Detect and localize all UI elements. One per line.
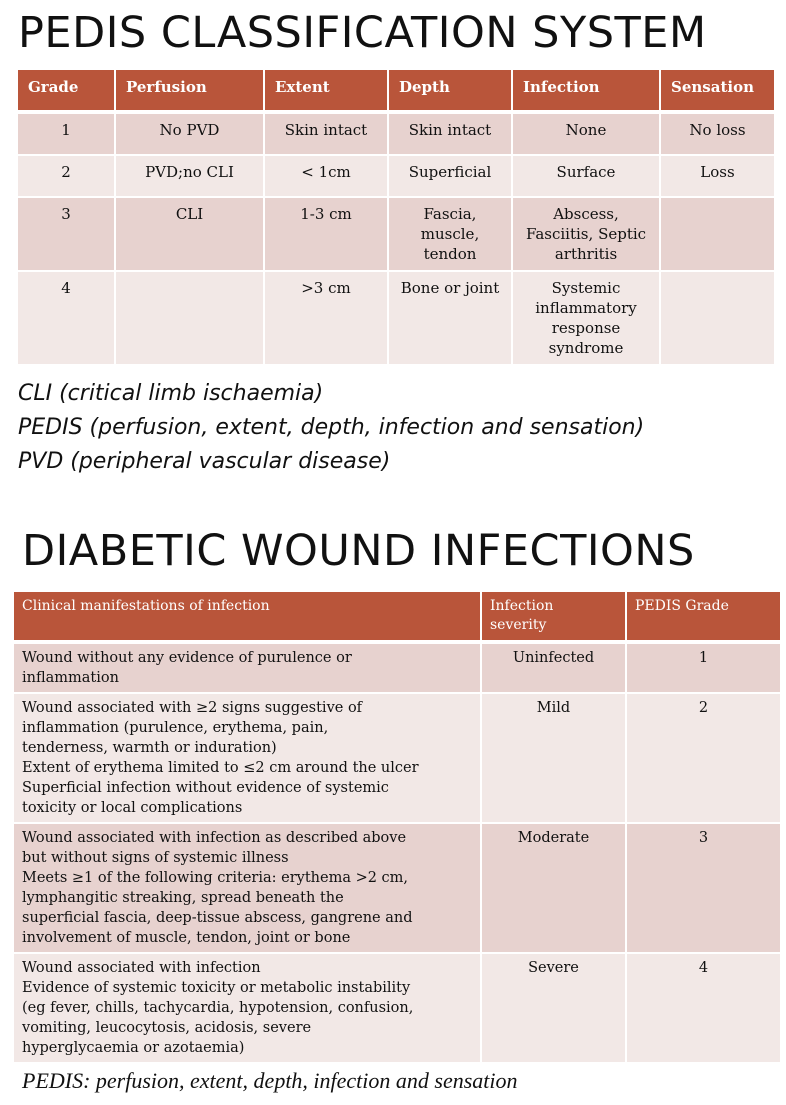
cell-line: Superficial infection without evidence of systemic <box>22 780 389 796</box>
cell-extent: Skin intact <box>265 114 389 156</box>
cell-line: vomiting, leucocytosis, acidosis, severe <box>22 1020 312 1036</box>
header-perfusion: Perfusion <box>116 70 265 114</box>
cell-line: lymphangitic streaking, spread beneath the <box>22 890 344 906</box>
table-row <box>14 644 780 694</box>
header-manifestations: Clinical manifestations of infection <box>14 592 482 644</box>
header-depth: Depth <box>389 70 513 114</box>
header-pedis-grade: PEDIS Grade <box>627 592 780 644</box>
cell-line: muscle, <box>420 225 480 243</box>
wound-infection-table <box>14 592 780 1064</box>
cell-line: joint <box>465 279 500 297</box>
cell-infection: Surface <box>513 156 661 198</box>
cell-line: response <box>551 319 621 337</box>
header-infection: Infection <box>513 70 661 114</box>
cell-sensation: No loss <box>661 114 774 156</box>
cell-grade: 2 <box>18 156 116 198</box>
cell-line: but without signs of systemic illness <box>22 850 289 866</box>
cell-manifestations <box>14 644 482 694</box>
cell-line: toxicity or local complications <box>22 800 243 816</box>
header-severity <box>482 592 627 644</box>
cell-extent: 1-3 cm <box>265 198 389 272</box>
cell-line: Wound associated with ≥2 signs suggestive of <box>22 700 363 716</box>
table-header-row <box>14 592 780 644</box>
header-sensation: Sensation <box>661 70 774 114</box>
header-line: Infection <box>490 598 554 614</box>
cell-sensation <box>661 198 774 272</box>
cell-line: Septic arthritis <box>554 225 647 263</box>
cell-depth: Skin intact <box>389 114 513 156</box>
cell-line: inflammation <box>22 670 119 686</box>
cell-line: inflammation (purulence, erythema, pain, <box>22 720 329 736</box>
cell-line: Bone or <box>400 279 461 297</box>
cell-line: Wound associated with infection <box>22 960 261 976</box>
abbreviation-legend <box>18 377 778 479</box>
cell-infection: None <box>513 114 661 156</box>
cell-extent: >3 cm <box>265 272 389 366</box>
cell-severity: Moderate <box>482 824 627 954</box>
cell-line: Wound associated with infection as described above <box>22 830 407 846</box>
diabetic-wound-infections-title: DIABETIC WOUND INFECTIONS <box>22 526 695 576</box>
cell-depth <box>389 198 513 272</box>
cell-manifestations <box>14 824 482 954</box>
cell-line: Evidence of systemic toxicity or metabolic instability <box>22 980 411 996</box>
table-row <box>18 272 774 366</box>
header-extent: Extent <box>265 70 389 114</box>
cell-line: Fascia, <box>423 205 477 223</box>
cell-grade: 4 <box>18 272 116 366</box>
cell-infection <box>513 198 661 272</box>
cell-line: superficial fascia, deep-tissue abscess, gangrene and <box>22 910 413 926</box>
cell-line: Meets ≥1 of the following criteria: erythema >2 cm, <box>22 870 409 886</box>
cell-line: (eg fever, chills, tachycardia, hypotension, confusion, <box>22 1000 414 1016</box>
cell-line: Systemic <box>551 279 621 297</box>
cell-grade: 3 <box>18 198 116 272</box>
cell-depth <box>389 272 513 366</box>
footer-note: PEDIS: perfusion, extent, depth, infection and sensation <box>22 1068 518 1093</box>
cell-manifestations <box>14 954 482 1064</box>
cell-line: hyperglycaemia or azotaemia) <box>22 1040 245 1056</box>
header-line: severity <box>490 617 547 633</box>
table-row <box>14 694 780 824</box>
cell-line: Extent of erythema limited to ≤2 cm around the ulcer <box>22 760 419 776</box>
table-row <box>18 114 774 156</box>
cell-line: tenderness, warmth or induration) <box>22 740 277 756</box>
cell-manifestations <box>14 694 482 824</box>
cell-line: Fasciitis, <box>525 225 594 243</box>
cell-perfusion: No PVD <box>116 114 265 156</box>
cell-grade: 1 <box>627 644 780 694</box>
legend-line: PVD (peripheral vascular disease) <box>18 449 391 474</box>
cell-line: Abscess, <box>553 205 619 223</box>
cell-grade: 1 <box>18 114 116 156</box>
table-row <box>18 156 774 198</box>
cell-severity: Severe <box>482 954 627 1064</box>
table-row <box>14 824 780 954</box>
pedis-classification-table <box>18 70 774 366</box>
cell-line: Wound without any evidence of purulence or <box>22 650 352 666</box>
cell-severity: Mild <box>482 694 627 824</box>
cell-line: inflammatory <box>535 299 637 317</box>
table-row <box>14 954 780 1064</box>
cell-line: involvement of muscle, tendon, joint or bone <box>22 930 351 946</box>
table-header-row <box>18 70 774 114</box>
legend-line: CLI (critical limb ischaemia) <box>18 381 324 406</box>
cell-perfusion: PVD;no CLI <box>116 156 265 198</box>
cell-grade: 3 <box>627 824 780 954</box>
cell-infection <box>513 272 661 366</box>
cell-grade: 4 <box>627 954 780 1064</box>
cell-depth: Superficial <box>389 156 513 198</box>
cell-sensation <box>661 272 774 366</box>
cell-sensation: Loss <box>661 156 774 198</box>
pedis-classification-title: PEDIS CLASSIFICATION SYSTEM <box>18 8 707 58</box>
table-row <box>18 198 774 272</box>
cell-line: tendon <box>423 245 477 263</box>
header-grade: Grade <box>18 70 116 114</box>
cell-perfusion: CLI <box>116 198 265 272</box>
cell-severity: Uninfected <box>482 644 627 694</box>
cell-grade: 2 <box>627 694 780 824</box>
cell-perfusion <box>116 272 265 366</box>
cell-line: syndrome <box>548 339 624 357</box>
legend-line: PEDIS (perfusion, extent, depth, infection and sensation) <box>18 415 645 440</box>
cell-extent: < 1cm <box>265 156 389 198</box>
